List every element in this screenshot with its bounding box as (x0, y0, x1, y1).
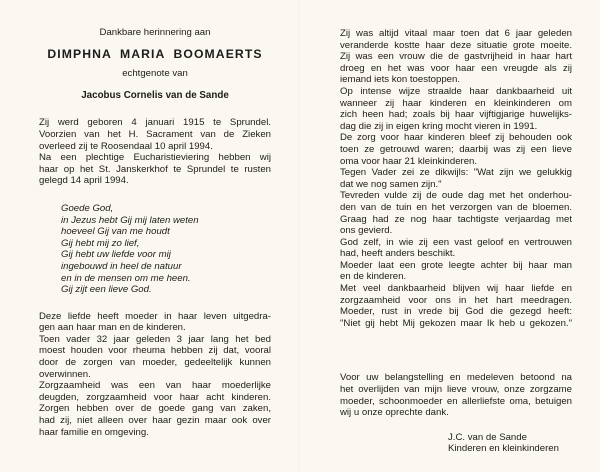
text-line: den van de tuin en het verzorgen van de bloemen. (340, 201, 572, 213)
text-line: Zij was een vrouw die de gastvrijheid in haar hart (340, 51, 572, 63)
bio-line: gelegd 14 april 1994. (39, 175, 129, 187)
text-line: had zij, niet alleen over haar gezin maar ook over (39, 415, 271, 427)
bio-line: haar op het St. Janskerkhof te Sprundel te rusten (39, 163, 271, 175)
signature (448, 432, 572, 455)
text-line: "Niet gij hebt Mij gekozen maar Ik heb u gekozen." (340, 317, 572, 329)
thanks-line: wij u onze oprechte dank. (340, 407, 449, 419)
poem-line: en in de mensen om me heen. (61, 272, 191, 284)
text-line: dag die zij in eigen kring mocht vieren in 1991. (340, 120, 538, 132)
text-line: Toen vader 32 jaar geleden 3 jaar lang het bed (39, 333, 271, 345)
spouse-name: Jacobus Cornelis van de Sande (81, 89, 229, 101)
text-line: en de kinderen. (340, 271, 407, 283)
text-line: overwinnen. (39, 368, 91, 380)
poem-line: Gij hebt mij zo lief, (61, 237, 140, 249)
text-line: moest houden voor rheuma hebben zij dat, vooral (39, 345, 271, 357)
text-line: dat we nog samen zijn." (340, 178, 442, 190)
text-line: door de zorgen van moeder, gedeeltelijk kunnen (39, 357, 271, 369)
life-text-right (340, 28, 572, 329)
text-line: Met veel dankbaarheid blijven wij haar liefde en (340, 283, 572, 295)
text-line: Tegen Vader zei ze dikwijls: "Wat zijn we gelukkig (340, 167, 572, 179)
prayer-poem (61, 203, 271, 296)
text-line: veranderde kostte haar deze situatie grote moeite. (340, 39, 572, 51)
right-panel (340, 0, 572, 472)
text-line: zich heen had; zoals bij haar vijftigjarige huwelijks- (340, 109, 572, 121)
text-line: Deze liefde heeft moeder in haar leven uitgedra- (39, 310, 271, 322)
intro-text: Dankbare herinnering aan (99, 27, 211, 38)
poem-line: Goede God, (61, 202, 114, 214)
text-line: Moeder laat een grote leegte achter bij haar man (340, 259, 572, 271)
text-line: Zorgzaamheid was een van haar moederlijke (39, 380, 271, 392)
text-line: Tevreden vulde zij de oude dag met het onderhou- (340, 190, 572, 202)
bio-line: Zij werd geboren 4 januari 1915 te Sprundel. (39, 117, 271, 129)
text-line: zorgzaamheid voor ons in het hart meedragen. (340, 294, 572, 306)
text-line: Moeder, rust in vrede bij God die gezegd heeft: (340, 306, 572, 318)
text-line: De zorg voor haar kinderen bleef zij behouden ook (340, 132, 572, 144)
text-line: Op intense wijze straalde haar dankbaarheid uit (340, 85, 572, 97)
text-line: Graag had ze nog haar tachtigste verjaardag met (340, 213, 572, 225)
text-line: droeg en het was voor haar een vreugde als zij (340, 62, 572, 74)
poem-line: Gij hebt uw liefde voor mij (61, 249, 171, 261)
signature-name: J.C. van de Sande (448, 431, 527, 443)
text-line: God zelf, in wie zij een vast geloof en vertrouwen (340, 236, 572, 248)
life-text-left (39, 311, 271, 439)
thanks-line: Voor uw belangstelling en medeleven betoond na (340, 372, 572, 384)
bio-line: overleed zij te Roosendaal 10 april 1994. (39, 140, 213, 152)
thanks-line: het overlijden van mijn lieve vrouw, onze zorgzame (340, 384, 572, 396)
left-panel (39, 0, 271, 472)
text-line: deugden, zorgzaamheid voor haar acht kinderen. (39, 391, 271, 403)
biography (39, 117, 271, 187)
bio-line: Na een plechtige Eucharistieviering hebben wij (39, 152, 271, 164)
text-line: Zorgen hebben over de goede gang van zaken, (39, 403, 271, 415)
text-line: iemand iets kon toestoppen. (340, 74, 461, 86)
deceased-name: DIMPHNA MARIA BOOMAERTS (47, 46, 263, 61)
thanks-line: moeder, schoonmoeder en allerliefste oma, betuigen (340, 395, 572, 407)
poem-line: hoeveel Gij van me houdt (61, 226, 170, 238)
text-line: toen ze getrouwd waren; daarbij was zij een lieve (340, 143, 572, 155)
text-line: Zij was altijd vitaal maar toen dat 6 jaar geleden (340, 28, 572, 39)
text-line: had, heeft anders beschikt. (340, 248, 456, 260)
poem-line: ingebouwd in heel de natuur (61, 260, 182, 272)
signature-family: Kinderen en kleinkinderen (448, 443, 559, 455)
text-line: ons gevierd. (340, 225, 393, 237)
text-line: oma voor haar 21 kleinkinderen. (340, 155, 478, 167)
thank-you-text (340, 372, 572, 418)
text-line: gen aan haar man en de kinderen. (39, 322, 186, 334)
text-line: haar familie en omgeving. (39, 426, 149, 438)
spouse-label: echtgenote van (122, 68, 188, 80)
text-line: wanneer zij haar kinderen en kleinkinderen om (340, 97, 572, 109)
bio-line: Voorzien van het H. Sacrament van de Zieken (39, 128, 271, 140)
poem-line: in Jezus hebt Gij mij laten weten (61, 214, 199, 226)
poem-line: Gij zijt een lieve God. (61, 284, 152, 296)
card-fold (298, 0, 300, 472)
